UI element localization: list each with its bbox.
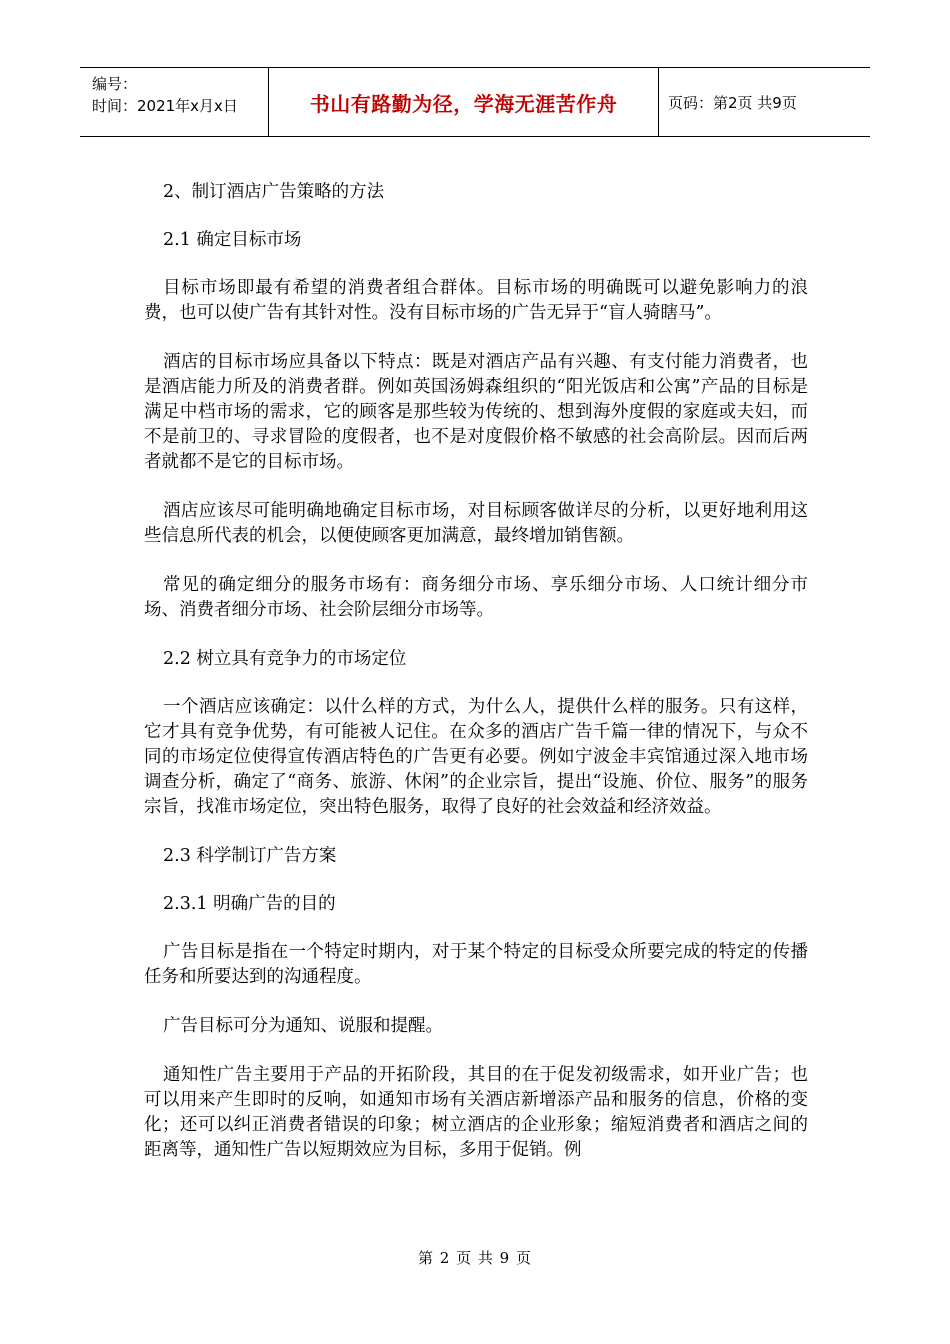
body-paragraph: 一个酒店应该确定：以什么样的方式，为什么人，提供什么样的服务。只有这样，它才具有竞争优势，有可能被人记住。在众多的酒店广告千篇一律的情况下，与众不同的市场定位使得宣传酒店特色的广告更有必要。例如宁波金丰宾馆通过深入地市场调查分析，确定了“商务、旅游、休闲”的企业宗旨，提出“设施、价位、服务”的服务宗旨，找准市场定位，突出特色服务，取得了良好的社会效益和经济效益。 [144, 697, 808, 817]
section-heading: 2.1 确定目标市场 [163, 230, 302, 250]
header-page-info: 页码：第2页 共9页 [668, 93, 797, 112]
body-paragraph: 广告目标是指在一个特定时期内，对于某个特定的目标受众所要完成的特定的传播任务和所要达到的沟通程度。 [144, 942, 808, 987]
code-label: 编号： [92, 75, 138, 93]
document-body [144, 180, 808, 1187]
header-meta [92, 73, 282, 117]
body-paragraph: 酒店应该尽可能明确地确定目标市场，对目标顾客做详尽的分析，以更好地利用这些信息所代表的机会，以便使顾客更加满意，最终增加销售额。 [144, 501, 808, 546]
date-label: 时间：2021年x月x日 [92, 97, 238, 115]
header-divider [658, 68, 659, 136]
section-heading: 2.3.1 明确广告的目的 [163, 894, 336, 914]
page-header [80, 67, 870, 137]
body-paragraph: 常见的确定细分的服务市场有：商务细分市场、享乐细分市场、人口统计细分市场、消费者细分市场、社会阶层细分市场等。 [144, 575, 808, 620]
header-motto: 书山有路勤为径，学海无涯苦作舟 [309, 91, 618, 116]
body-paragraph: 广告目标可分为通知、说服和提醒。 [163, 1016, 443, 1036]
section-heading: 2.2 树立具有竞争力的市场定位 [163, 649, 407, 669]
body-paragraph: 通知性广告主要用于产品的开拓阶段，其目的在于促发初级需求，如开业广告；也可以用来产生即时的反响，如通知市场有关酒店新增添产品和服务的信息，价格的变化；还可以纠正消费者错误的印象；树立酒店的企业形象；缩短消费者和酒店之间的距离等，通知性广告以短期效应为目标，多用于促销。例 [144, 1065, 808, 1160]
body-paragraph: 酒店的目标市场应具备以下特点：既是对酒店产品有兴趣、有支付能力消费者，也是酒店能力所及的消费者群。例如英国汤姆森组织的“阳光饭店和公寓”产品的目标是满足中档市场的需求，它的顾客是那些较为传统的、想到海外度假的家庭或夫妇，而不是前卫的、寻求冒险的度假者，也不是对度假价格不敏感的社会高阶层。因而后两者就都不是它的目标市场。 [144, 352, 808, 472]
section-heading: 2.3 科学制订广告方案 [163, 846, 337, 866]
section-heading: 2、制订酒店广告策略的方法 [163, 182, 385, 202]
body-paragraph: 目标市场即最有希望的消费者组合群体。目标市场的明确既可以避免影响力的浪费，也可以使广告有其针对性。没有目标市场的广告无异于“盲人骑瞎马”。 [144, 278, 808, 323]
page-footer: 第 2 页 共 9 页 [418, 1249, 532, 1267]
